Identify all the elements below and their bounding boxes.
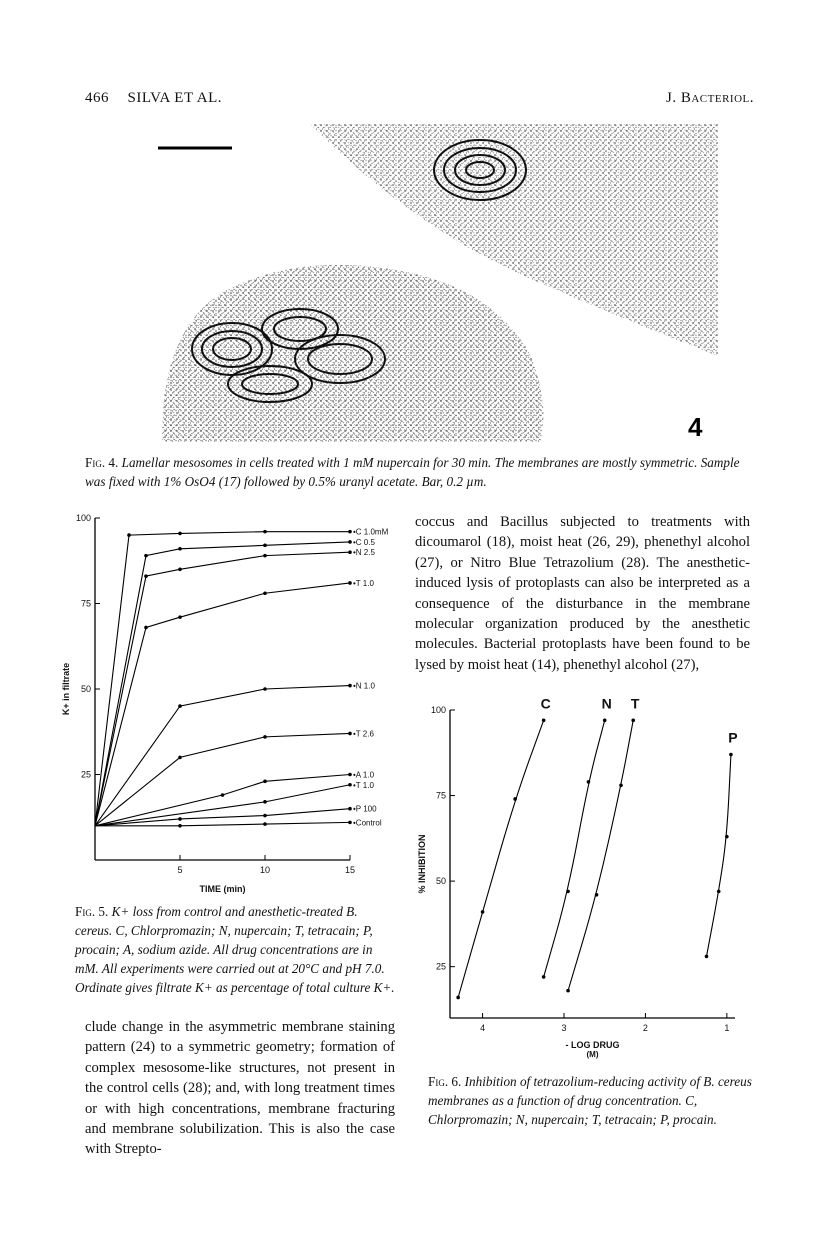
- data-point-p: [705, 955, 709, 959]
- series-label-t: T: [630, 695, 640, 712]
- y-tick-label: 50: [435, 876, 446, 887]
- data-point-t-2-6: [263, 735, 267, 739]
- data-point-t-1-0: [348, 581, 352, 585]
- data-point-p: [729, 753, 733, 757]
- series-label-c: C: [540, 695, 551, 712]
- series-label-n-1-0: •N 1.0: [353, 681, 375, 691]
- series-line-n-2-5: [95, 552, 350, 826]
- figure4-caption-label: Fig. 4.: [85, 455, 119, 470]
- y-tick-label: 75: [80, 598, 91, 609]
- data-point-n: [542, 975, 546, 979]
- data-point-t: [631, 718, 635, 722]
- y-tick-label: 25: [80, 769, 91, 780]
- figure5-caption-text: K+ loss from control and anesthetic-treated B. cereus. C, Chlorpromazin; N, nupercain; T, tetracain; P, procain; A, sodium azide. All drug concentrations are in mM. All experiments were carried out at 20°C and pH 7.0. Ordinate gives filtrate K+ as percentage of total culture K+.: [75, 904, 395, 995]
- series-line-a-1-0: [95, 775, 350, 826]
- data-point-n: [603, 718, 607, 722]
- data-point-n-2-5: [263, 554, 267, 558]
- data-point-c-0-5: [178, 547, 182, 551]
- series-label-a-1-0: •A 1.0: [353, 770, 375, 780]
- y-tick-label: 25: [435, 961, 446, 972]
- data-point-n-2-5: [178, 568, 182, 572]
- data-point-control: [348, 821, 352, 825]
- data-point-p: [725, 835, 729, 839]
- series-line-t-1-0: [95, 583, 350, 826]
- panel-number: 4: [688, 412, 703, 442]
- series-label-c-1-0mm: •C 1.0mM: [353, 527, 389, 537]
- data-point-t-1-0: [348, 783, 352, 787]
- data-point-c: [456, 996, 460, 1000]
- data-point-n-1-0: [263, 687, 267, 691]
- data-point-n-2-5: [348, 550, 352, 554]
- data-point-t-1-0: [263, 591, 267, 595]
- data-point-a-1-0: [221, 793, 225, 797]
- figure5-caption-label: Fig. 5.: [75, 904, 109, 919]
- data-point-t-2-6: [348, 732, 352, 736]
- series-label-p-100: •P 100: [353, 804, 377, 814]
- y-tick-label: 100: [75, 513, 91, 523]
- data-point-p: [717, 890, 721, 894]
- data-point-c: [481, 910, 485, 914]
- series-label-control: •Control: [353, 818, 382, 828]
- data-point-t-1-0: [178, 615, 182, 619]
- data-point-t: [619, 783, 623, 787]
- series-line-n-1-0: [95, 686, 350, 826]
- data-point-c-0-5: [348, 540, 352, 544]
- data-point-t-1-0: [263, 800, 267, 804]
- series-curve-n: [544, 720, 605, 977]
- figure5-chart: [55, 508, 415, 898]
- y-tick-label: 75: [435, 790, 446, 801]
- data-point-t-1-0: [144, 626, 148, 630]
- figure4-caption-text: Lamellar mesosomes in cells treated with 1 mM nupercain for 30 min. The membranes are mostly symmetric. Sample was fixed with 1% OsO4 (17) followed by 0.5% uranyl acetate. Bar, 0.2 µm.: [85, 455, 740, 489]
- data-point-c-1-0mm: [127, 533, 131, 537]
- left-column-text: clude change in the asymmetric membrane staining pattern (24) to a symmetric geometry; formation of complex mesosome-like structures, not present in the control cells (28); and, with long treatment times or with high concentrations, membrane fracturing and membrane solubilization. This is also the case with Strepto-: [85, 1019, 395, 1158]
- journal-name: J. Bacteriol.: [666, 90, 754, 106]
- page-number: 466: [85, 90, 109, 106]
- x-tick-label: 5: [177, 865, 183, 875]
- data-point-n: [587, 780, 591, 784]
- data-point-c-1-0mm: [263, 530, 267, 534]
- x-axis-label: - LOG DRUG: [565, 1040, 620, 1050]
- series-label-c-0-5: •C 0.5: [353, 537, 375, 547]
- x-axis-label: TIME (min): [199, 884, 246, 894]
- x-tick-label: 4: [480, 1023, 486, 1033]
- x-tick-label: 2: [642, 1023, 648, 1033]
- data-point-c: [542, 718, 546, 722]
- data-point-t-2-6: [178, 756, 182, 760]
- x-tick-label: 1: [724, 1023, 730, 1033]
- data-point-n-1-0: [178, 704, 182, 708]
- data-point-control: [263, 822, 267, 826]
- data-point-c-0-5: [144, 554, 148, 558]
- data-point-c: [513, 797, 517, 801]
- data-point-p-100: [178, 817, 182, 821]
- x-axis-unit: (M): [586, 1050, 599, 1059]
- series-line-t-1-0: [95, 785, 350, 826]
- figure6-chart: [405, 688, 765, 1068]
- x-tick-label: 3: [561, 1023, 567, 1033]
- series-label-n-2-5: •N 2.5: [353, 548, 375, 558]
- y-tick-label: 50: [80, 684, 91, 694]
- y-axis-label: % INHIBITION: [417, 834, 427, 894]
- series-line-c-0-5: [95, 542, 350, 826]
- figure4-caption: [85, 453, 751, 491]
- figure6-caption-text: Inhibition of tetrazolium-reducing activity of B. cereus membranes as a function of drug concentration. C, Chlorpromazin; N, nupercain; T, tetracain; P, procain.: [428, 1074, 752, 1127]
- series-label-n: N: [601, 695, 612, 712]
- data-point-p-100: [263, 814, 267, 818]
- data-point-c-1-0mm: [348, 530, 352, 534]
- y-axis-label: K+ in filtrate: [61, 662, 71, 716]
- data-point-control: [178, 824, 182, 828]
- series-label-p: P: [728, 729, 738, 746]
- figure5-caption: [75, 902, 395, 997]
- figure6-caption-label: Fig. 6.: [428, 1074, 462, 1089]
- series-curve-t: [568, 720, 633, 990]
- series-label-t-1-0: •T 1.0: [353, 780, 374, 790]
- data-point-a-1-0: [348, 773, 352, 777]
- data-point-c-1-0mm: [178, 532, 182, 536]
- data-point-t: [566, 989, 570, 993]
- data-point-t: [595, 893, 599, 897]
- series-label-t-2-6: •T 2.6: [353, 729, 374, 739]
- figure6-caption: [428, 1072, 754, 1129]
- running-header-left: [85, 90, 222, 107]
- micrograph-figure4: [140, 124, 718, 442]
- series-curve-c: [458, 720, 543, 997]
- data-point-a-1-0: [263, 780, 267, 784]
- data-point-n-2-5: [144, 574, 148, 578]
- series-label-t-1-0: •T 1.0: [353, 578, 374, 588]
- data-point-p-100: [348, 807, 352, 811]
- x-tick-label: 10: [259, 865, 271, 875]
- authors: SILVA ET AL.: [127, 90, 222, 106]
- data-point-n: [566, 890, 570, 894]
- data-point-c-0-5: [263, 544, 267, 548]
- y-tick-label: 100: [430, 705, 446, 715]
- right-column-text: coccus and Bacillus subjected to treatments with dicoumarol (18), moist heat (26, 29), phenethyl alcohol (27), or Nitro Blue Tetrazolium (28). The anesthetic-induced lysis of protoplasts can also be interpreted as a consequence of the disturbance in the membrane molecular organization produced by the anesthetic molecules. Bacterial protoplasts have been found to be lysed by moist heat (14), phenethyl alcohol (27),: [415, 514, 750, 673]
- x-tick-label: 15: [344, 865, 356, 875]
- data-point-n-1-0: [348, 684, 352, 688]
- series-curve-p: [707, 754, 731, 956]
